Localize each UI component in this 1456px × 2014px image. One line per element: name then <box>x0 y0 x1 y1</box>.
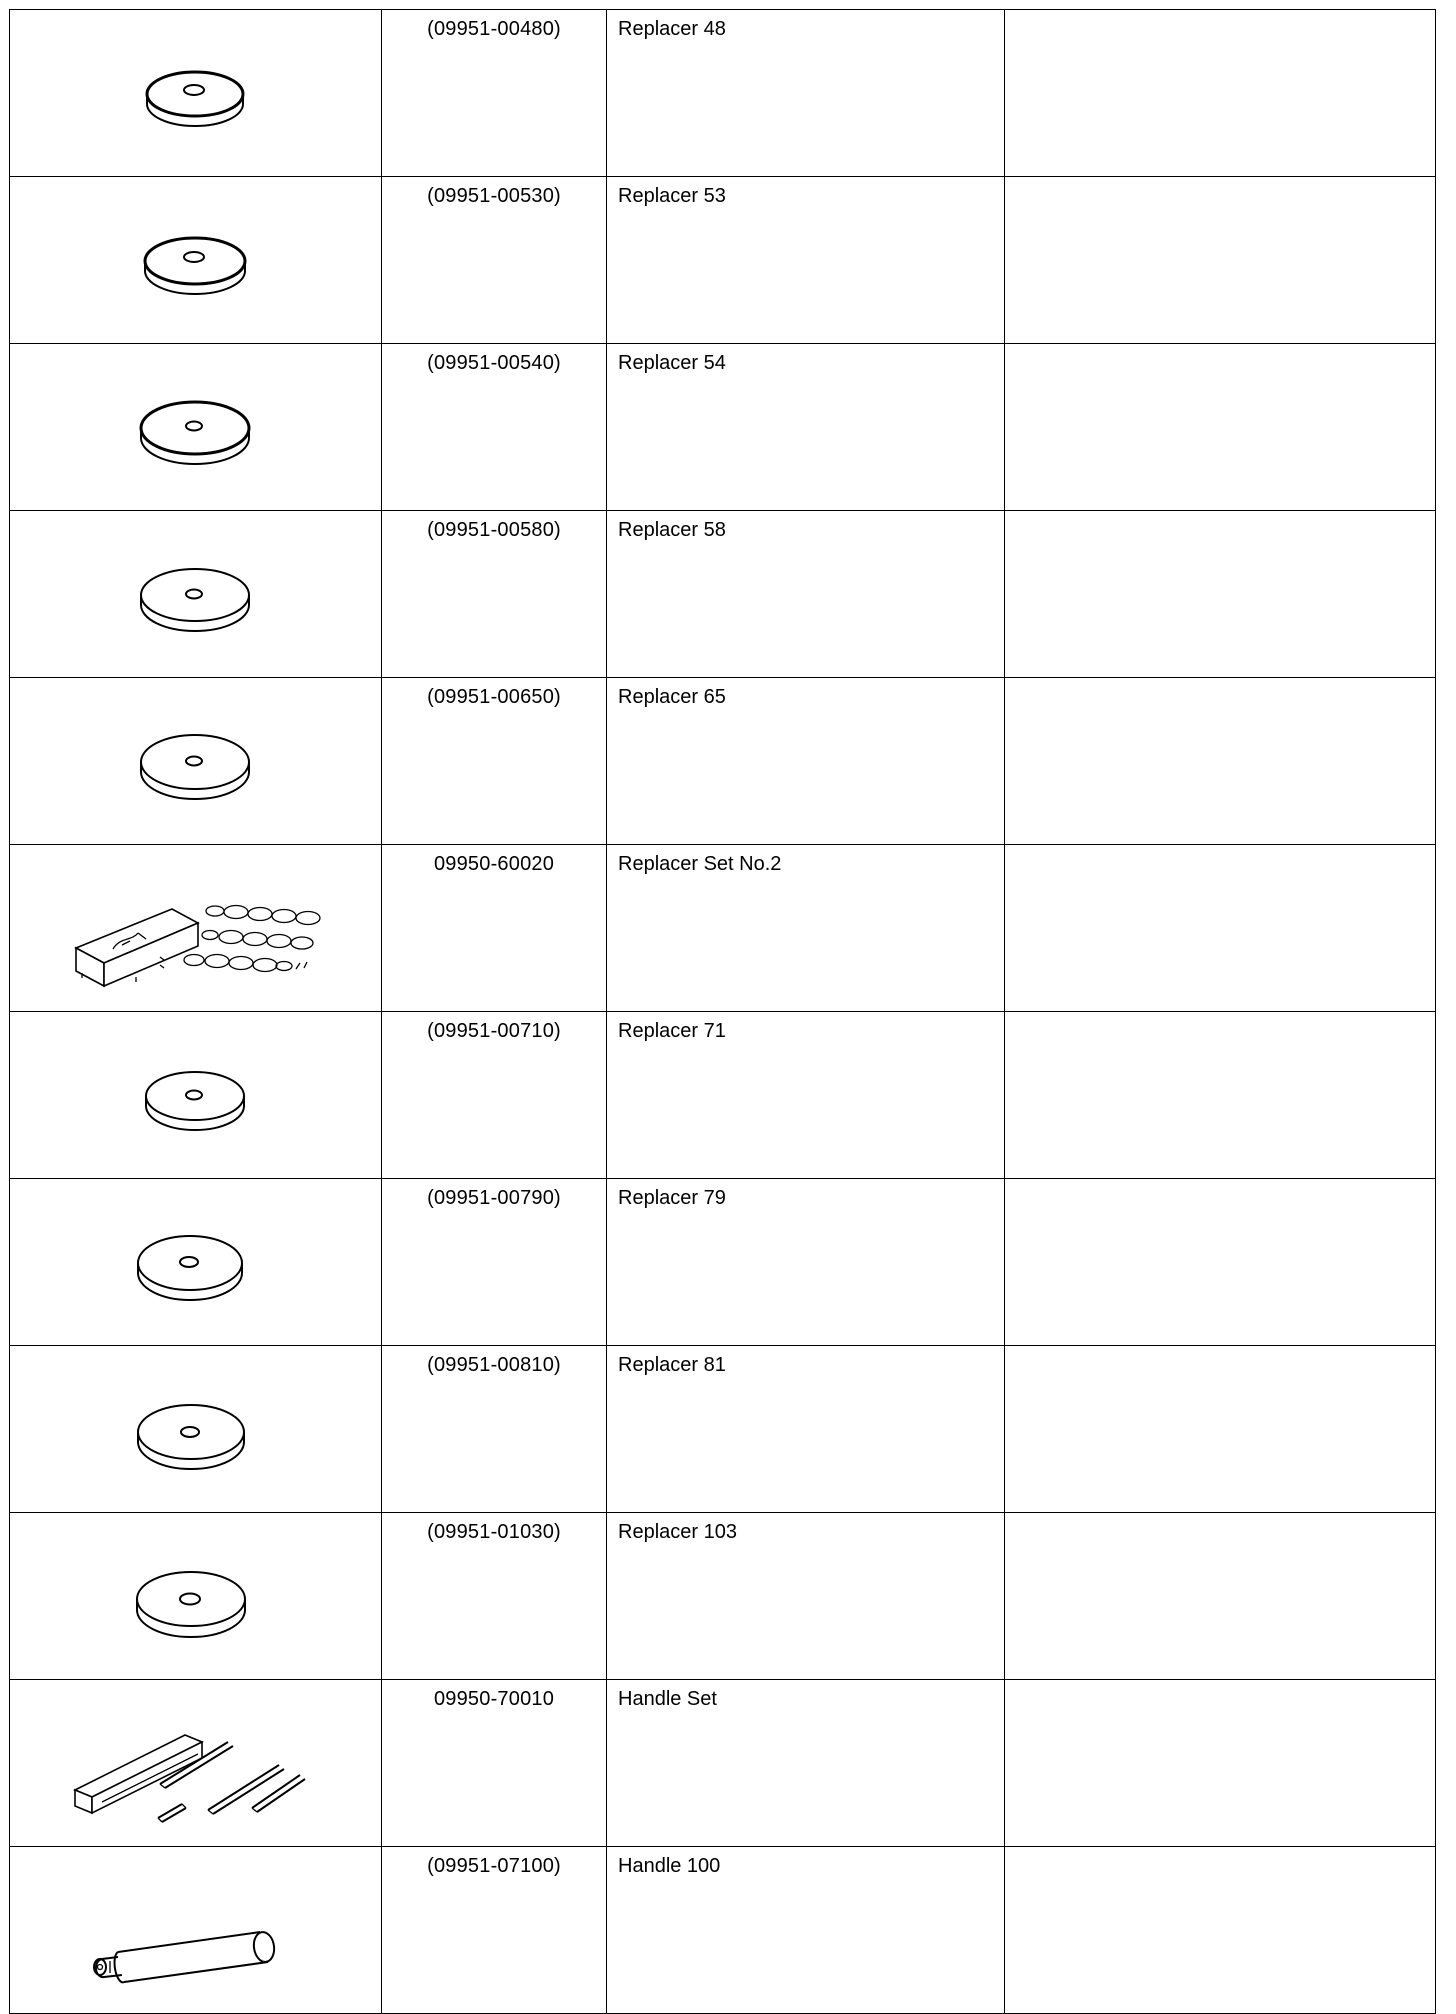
remarks-cell <box>1005 1346 1436 1513</box>
remarks-cell <box>1005 678 1436 845</box>
replacer-disc-icon <box>10 177 381 335</box>
replacer-disc-icon <box>10 10 381 168</box>
illustration-cell <box>10 10 382 177</box>
remarks-cell <box>1005 1680 1436 1847</box>
illustration-cell <box>10 344 382 511</box>
table-row <box>10 511 1436 678</box>
part-number: (09951-00530) <box>382 177 607 344</box>
illustration-cell <box>10 1513 382 1680</box>
table-row <box>10 10 1436 177</box>
part-number: (09951-00650) <box>382 678 607 845</box>
remarks-cell <box>1005 344 1436 511</box>
part-number: (09951-00480) <box>382 10 607 177</box>
illustration-cell <box>10 1680 382 1847</box>
part-number: (09951-00710) <box>382 1012 607 1179</box>
part-name: Replacer 103 <box>607 1513 1005 1680</box>
replacer-disc-icon <box>10 1012 381 1170</box>
special-tools-table <box>9 9 1436 2014</box>
illustration-cell <box>10 1179 382 1346</box>
table-row <box>10 1346 1436 1513</box>
part-name: Replacer 48 <box>607 10 1005 177</box>
replacer-disc-icon <box>10 1179 381 1337</box>
handle-icon <box>10 1847 381 2005</box>
table-row <box>10 1847 1436 2014</box>
replacer-disc-icon <box>10 1346 381 1504</box>
illustration-cell <box>10 511 382 678</box>
table-row <box>10 1680 1436 1847</box>
illustration-cell <box>10 1346 382 1513</box>
remarks-cell <box>1005 1847 1436 2014</box>
part-name: Replacer 58 <box>607 511 1005 678</box>
part-name: Replacer 65 <box>607 678 1005 845</box>
replacer-disc-icon <box>10 1513 381 1671</box>
table-row <box>10 845 1436 1012</box>
remarks-cell <box>1005 177 1436 344</box>
table-row <box>10 177 1436 344</box>
replacer-disc-icon <box>10 344 381 502</box>
illustration-cell <box>10 1012 382 1179</box>
table-row <box>10 1012 1436 1179</box>
replacer-set-case-icon <box>10 845 381 1003</box>
part-name: Replacer 79 <box>607 1179 1005 1346</box>
part-name: Handle 100 <box>607 1847 1005 2014</box>
part-number: (09951-00580) <box>382 511 607 678</box>
part-name: Replacer 54 <box>607 344 1005 511</box>
table-row <box>10 344 1436 511</box>
part-name: Replacer 53 <box>607 177 1005 344</box>
part-number: 09950-70010 <box>382 1680 607 1847</box>
handle-set-icon <box>10 1680 381 1838</box>
part-number: (09951-00810) <box>382 1346 607 1513</box>
remarks-cell <box>1005 10 1436 177</box>
remarks-cell <box>1005 1179 1436 1346</box>
replacer-disc-icon <box>10 511 381 669</box>
remarks-cell <box>1005 1513 1436 1680</box>
illustration-cell <box>10 845 382 1012</box>
part-number: (09951-01030) <box>382 1513 607 1680</box>
part-number: 09950-60020 <box>382 845 607 1012</box>
illustration-cell <box>10 1847 382 2014</box>
replacer-disc-icon <box>10 678 381 836</box>
table-row <box>10 1179 1436 1346</box>
table-row <box>10 678 1436 845</box>
part-name: Handle Set <box>607 1680 1005 1847</box>
table-row <box>10 1513 1436 1680</box>
remarks-cell <box>1005 1012 1436 1179</box>
part-number: (09951-00540) <box>382 344 607 511</box>
part-number: (09951-07100) <box>382 1847 607 2014</box>
part-number: (09951-00790) <box>382 1179 607 1346</box>
part-name: Replacer Set No.2 <box>607 845 1005 1012</box>
illustration-cell <box>10 678 382 845</box>
remarks-cell <box>1005 845 1436 1012</box>
part-name: Replacer 81 <box>607 1346 1005 1513</box>
illustration-cell <box>10 177 382 344</box>
part-name: Replacer 71 <box>607 1012 1005 1179</box>
remarks-cell <box>1005 511 1436 678</box>
